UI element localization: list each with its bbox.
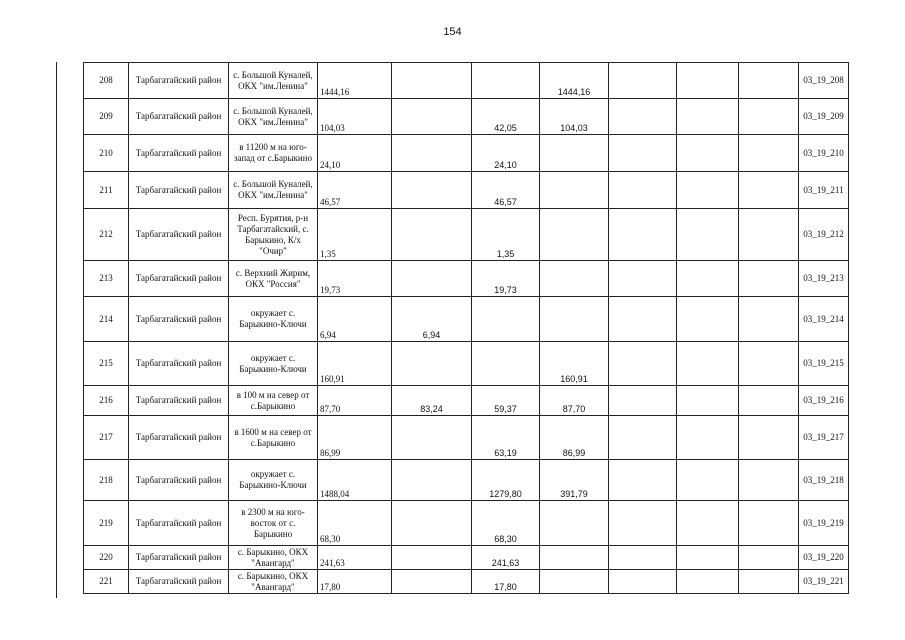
area-col7-cell	[739, 172, 799, 209]
area-col4-cell: 86,99	[540, 416, 609, 460]
area-col5-cell	[609, 570, 677, 594]
district-cell: Тарбагатайский район	[129, 342, 229, 386]
location-cell: с. Барыкино, ОКХ "Авангард"	[229, 546, 318, 570]
row-number: 212	[84, 209, 129, 261]
area-col2-cell	[392, 416, 472, 460]
plot-code-cell: 03_19_215	[799, 342, 849, 386]
table-row	[84, 297, 849, 342]
district-cell: Тарбагатайский район	[129, 135, 229, 172]
land-plots-table	[83, 62, 849, 594]
area-col6-cell	[677, 460, 739, 501]
area-col3-cell	[472, 63, 540, 99]
area-col7-cell	[739, 570, 799, 594]
area-col4-cell	[540, 546, 609, 570]
area-col6-cell	[677, 416, 739, 460]
district-cell: Тарбагатайский район	[129, 501, 229, 546]
area-col5-cell	[609, 209, 677, 261]
area-col2-cell	[392, 342, 472, 386]
area-col4-cell	[540, 209, 609, 261]
table-row	[84, 386, 849, 416]
area-col6-cell	[677, 172, 739, 209]
table-row	[84, 501, 849, 546]
area-col3-cell	[472, 297, 540, 342]
area-total-cell: 17,80	[318, 570, 392, 594]
area-col3-cell: 42,05	[472, 99, 540, 135]
table-row	[84, 172, 849, 209]
area-col4-cell	[540, 172, 609, 209]
table-row	[84, 570, 849, 594]
table-row	[84, 261, 849, 297]
plot-code-cell: 03_19_209	[799, 99, 849, 135]
area-col5-cell	[609, 546, 677, 570]
area-col6-cell	[677, 63, 739, 99]
district-cell: Тарбагатайский район	[129, 570, 229, 594]
table-row	[84, 99, 849, 135]
area-col7-cell	[739, 209, 799, 261]
area-col3-cell: 68,30	[472, 501, 540, 546]
area-col2-cell	[392, 63, 472, 99]
plot-code-cell: 03_19_217	[799, 416, 849, 460]
row-number: 213	[84, 261, 129, 297]
area-col3-cell: 17,80	[472, 570, 540, 594]
area-col3-cell: 59,37	[472, 386, 540, 416]
district-cell: Тарбагатайский район	[129, 386, 229, 416]
plot-code-cell: 03_19_216	[799, 386, 849, 416]
district-cell: Тарбагатайский район	[129, 416, 229, 460]
area-col6-cell	[677, 261, 739, 297]
area-col4-cell: 87,70	[540, 386, 609, 416]
area-col3-cell: 24,10	[472, 135, 540, 172]
district-cell: Тарбагатайский район	[129, 172, 229, 209]
area-col7-cell	[739, 546, 799, 570]
district-cell: Тарбагатайский район	[129, 297, 229, 342]
row-number: 221	[84, 570, 129, 594]
table-row	[84, 416, 849, 460]
area-col4-cell	[540, 135, 609, 172]
area-total-cell: 104,03	[318, 99, 392, 135]
area-col7-cell	[739, 63, 799, 99]
area-col2-cell	[392, 501, 472, 546]
row-number: 210	[84, 135, 129, 172]
page-number: 154	[443, 26, 462, 38]
area-col5-cell	[609, 63, 677, 99]
area-col6-cell	[677, 386, 739, 416]
area-total-cell: 86,99	[318, 416, 392, 460]
table-row	[84, 460, 849, 501]
area-col4-cell	[540, 570, 609, 594]
area-col3-cell: 46,57	[472, 172, 540, 209]
district-cell: Тарбагатайский район	[129, 546, 229, 570]
area-col6-cell	[677, 501, 739, 546]
area-total-cell: 68,30	[318, 501, 392, 546]
area-col7-cell	[739, 297, 799, 342]
area-col7-cell	[739, 416, 799, 460]
location-cell: в 1600 м на север от с.Барыкино	[229, 416, 318, 460]
plot-code-cell: 03_19_221	[799, 570, 849, 594]
district-cell: Тарбагатайский район	[129, 460, 229, 501]
row-number: 218	[84, 460, 129, 501]
plot-code-cell: 03_19_211	[799, 172, 849, 209]
plot-code-cell: 03_19_212	[799, 209, 849, 261]
area-col2-cell: 83,24	[392, 386, 472, 416]
plot-code-cell: 03_19_214	[799, 297, 849, 342]
row-number: 216	[84, 386, 129, 416]
area-total-cell: 241,63	[318, 546, 392, 570]
area-col5-cell	[609, 261, 677, 297]
plot-code-cell: 03_19_210	[799, 135, 849, 172]
area-col5-cell	[609, 342, 677, 386]
location-cell: с. Барыкино, ОКХ "Авангард"	[229, 570, 318, 594]
area-col7-cell	[739, 460, 799, 501]
table-row	[84, 546, 849, 570]
district-cell: Тарбагатайский район	[129, 261, 229, 297]
area-col2-cell: 6,94	[392, 297, 472, 342]
table-body	[84, 63, 849, 594]
area-col4-cell	[540, 261, 609, 297]
location-cell: с. Верхний Жирим, ОКХ "Россия"	[229, 261, 318, 297]
area-total-cell: 24,10	[318, 135, 392, 172]
table-row	[84, 342, 849, 386]
area-col5-cell	[609, 135, 677, 172]
area-col5-cell	[609, 416, 677, 460]
area-col2-cell	[392, 135, 472, 172]
area-col5-cell	[609, 172, 677, 209]
area-col3-cell: 1,35	[472, 209, 540, 261]
row-number: 214	[84, 297, 129, 342]
area-col2-cell	[392, 460, 472, 501]
location-cell: окружает с. Барыкино-Ключи	[229, 342, 318, 386]
location-cell: с. Большой Куналей, ОКХ "им.Ленина"	[229, 63, 318, 99]
plot-code-cell: 03_19_219	[799, 501, 849, 546]
area-col3-cell: 63,19	[472, 416, 540, 460]
area-total-cell: 1,35	[318, 209, 392, 261]
area-col4-cell: 104,03	[540, 99, 609, 135]
plot-code-cell: 03_19_218	[799, 460, 849, 501]
area-col2-cell	[392, 99, 472, 135]
margin-rule	[56, 62, 57, 598]
row-number: 220	[84, 546, 129, 570]
area-col3-cell: 19,73	[472, 261, 540, 297]
area-col2-cell	[392, 209, 472, 261]
area-col3-cell	[472, 342, 540, 386]
area-col2-cell	[392, 546, 472, 570]
location-cell: Респ. Бурятия, р-н Тарбагатайский, с. Барыкино, К/х "Очир"	[229, 209, 318, 261]
row-number: 217	[84, 416, 129, 460]
district-cell: Тарбагатайский район	[129, 99, 229, 135]
location-cell: с. Большой Куналей, ОКХ "им.Ленина"	[229, 172, 318, 209]
area-col3-cell: 241,63	[472, 546, 540, 570]
area-col5-cell	[609, 99, 677, 135]
location-cell: в 100 м на север от с.Барыкино	[229, 386, 318, 416]
area-col7-cell	[739, 342, 799, 386]
area-col5-cell	[609, 386, 677, 416]
area-total-cell: 87,70	[318, 386, 392, 416]
table-row	[84, 135, 849, 172]
area-col7-cell	[739, 261, 799, 297]
area-col4-cell: 160,91	[540, 342, 609, 386]
table-row	[84, 63, 849, 99]
area-col6-cell	[677, 297, 739, 342]
location-cell: в 11200 м на юго-запад от с.Барыкино	[229, 135, 318, 172]
area-col7-cell	[739, 135, 799, 172]
area-total-cell: 1488,04	[318, 460, 392, 501]
area-col4-cell: 1444,16	[540, 63, 609, 99]
location-cell: с. Большой Куналей, ОКХ "им.Ленина"	[229, 99, 318, 135]
area-col6-cell	[677, 135, 739, 172]
area-total-cell: 6,94	[318, 297, 392, 342]
plot-code-cell: 03_19_220	[799, 546, 849, 570]
row-number: 215	[84, 342, 129, 386]
area-col6-cell	[677, 99, 739, 135]
district-cell: Тарбагатайский район	[129, 63, 229, 99]
row-number: 209	[84, 99, 129, 135]
row-number: 208	[84, 63, 129, 99]
area-col7-cell	[739, 501, 799, 546]
location-cell: в 2300 м на юго-восток от с. Барыкино	[229, 501, 318, 546]
area-col2-cell	[392, 570, 472, 594]
area-col5-cell	[609, 501, 677, 546]
area-col7-cell	[739, 386, 799, 416]
plot-code-cell: 03_19_213	[799, 261, 849, 297]
plot-code-cell: 03_19_208	[799, 63, 849, 99]
area-col5-cell	[609, 297, 677, 342]
area-total-cell: 19,73	[318, 261, 392, 297]
area-col7-cell	[739, 99, 799, 135]
row-number: 211	[84, 172, 129, 209]
location-cell: окружает с. Барыкино-Ключи	[229, 460, 318, 501]
area-col5-cell	[609, 460, 677, 501]
area-col6-cell	[677, 570, 739, 594]
area-total-cell: 1444,16	[318, 63, 392, 99]
area-col4-cell: 391,79	[540, 460, 609, 501]
area-col2-cell	[392, 261, 472, 297]
area-total-cell: 160,91	[318, 342, 392, 386]
row-number: 219	[84, 501, 129, 546]
area-col6-cell	[677, 546, 739, 570]
area-col2-cell	[392, 172, 472, 209]
area-col4-cell	[540, 501, 609, 546]
area-col3-cell: 1279,80	[472, 460, 540, 501]
location-cell: окружает с. Барыкино-Ключи	[229, 297, 318, 342]
area-col6-cell	[677, 209, 739, 261]
area-total-cell: 46,57	[318, 172, 392, 209]
area-col6-cell	[677, 342, 739, 386]
table-row	[84, 209, 849, 261]
area-col4-cell	[540, 297, 609, 342]
district-cell: Тарбагатайский район	[129, 209, 229, 261]
